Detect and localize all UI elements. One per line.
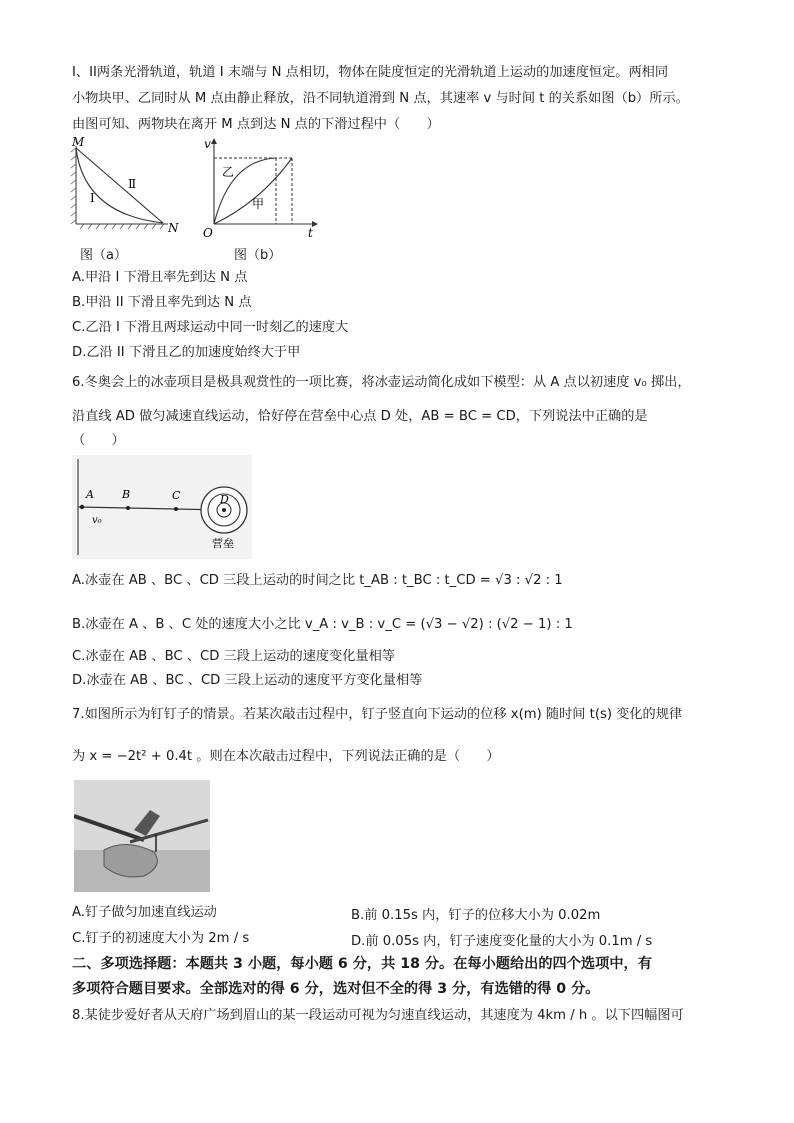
- fig-a-label-II: Ⅱ: [128, 177, 137, 191]
- fig-b-label-O: O: [203, 226, 213, 240]
- q6-stem-line-3: （ ）: [72, 433, 125, 448]
- fig-b-label-t: t: [308, 226, 313, 240]
- section2-heading-line-1: 二、多项选择题：本题共 3 小题，每小题 6 分，共 18 分。在每小题给出的四个选项中，有: [72, 956, 652, 972]
- q5-option-b: B.甲沿 II 下滑且率先到达 N 点: [72, 295, 252, 310]
- q5-option-a: A.甲沿 I 下滑且率先到达 N 点: [72, 270, 248, 285]
- fig-b-label-v: v: [204, 137, 211, 151]
- q5-stem-line-3: 由图可知、两物块在离开 M 点到达 N 点的下滑过程中（ ）: [72, 117, 440, 132]
- q5-option-d: D.乙沿 II 下滑且乙的加速度始终大于甲: [72, 345, 301, 360]
- q6-label-C: C: [172, 489, 181, 502]
- q5-figure-a: [68, 136, 188, 246]
- q7-stem-line-2: 为 x = −2t² + 0.4t 。则在本次敲击过程中，下列说法正确的是（ ）: [72, 749, 500, 764]
- q6-label-A: A: [86, 488, 94, 501]
- q6-stem-line-2: 沿直线 AD 做匀减速直线运动，恰好停在营垒中心点 D 处，AB = BC = CD，下列说法中正确的是: [72, 409, 648, 424]
- q6-label-D: D: [220, 493, 229, 506]
- q7-option-b: B.前 0.15s 内，钉子的位移大小为 0.02m: [351, 908, 601, 923]
- q7-hammer-photo: [74, 780, 210, 892]
- q6-curling-figure: [72, 455, 252, 559]
- q5-stem-line-1: I、II两条光滑轨道，轨道 I 末端与 N 点相切，物体在陡度恒定的光滑轨道上运动的加速度恒定。两相同: [72, 65, 669, 80]
- q6-option-a: A.冰壶在 AB 、BC 、CD 三段上运动的时间之比 t_AB : t_BC : t_CD = √3 : √2 : 1: [72, 573, 563, 588]
- q5-option-c: C.乙沿 I 下滑且两球运动中同一时刻乙的速度大: [72, 320, 349, 335]
- q6-label-v0: v₀: [92, 515, 102, 526]
- q6-option-d: D.冰壶在 AB 、BC 、CD 三段上运动的速度平方变化量相等: [72, 673, 423, 688]
- fig-b-label-yi: 乙: [222, 165, 235, 179]
- q6-option-b: B.冰壶在 A 、B 、C 处的速度大小之比 v_A : v_B : v_C = (√3 − √2) : (√2 − 1) : 1: [72, 617, 573, 632]
- q5-stem-line-2: 小物块甲、乙同时从 M 点由静止释放，沿不同轨道滑到 N 点，其速率 v 与时间 t 的关系如图（b）所示。: [72, 91, 689, 106]
- section2-heading-line-2: 多项符合题目要求。全部选对的得 6 分，选对但不全的得 3 分，有选错的得 0 分。: [72, 981, 600, 997]
- fig-a-label-I: I: [90, 191, 95, 205]
- q5-fig-a-caption: 图（a）: [80, 248, 127, 263]
- q5-fig-b-caption: 图（b）: [234, 248, 282, 263]
- q7-stem-line-1: 7.如图所示为钉钉子的情景。若某次敲击过程中，钉子竖直向下运动的位移 x(m) 随时间 t(s) 变化的规律: [72, 707, 683, 722]
- q7-option-c: C.钉子的初速度大小为 2m / s: [72, 931, 250, 946]
- q7-option-d: D.前 0.05s 内，钉子速度变化量的大小为 0.1m / s: [351, 934, 653, 949]
- q6-option-c: C.冰壶在 AB 、BC 、CD 三段上运动的速度变化量相等: [72, 649, 395, 664]
- q6-stem-line-1: 6.冬奥会上的冰壶项目是极具观赏性的一项比赛，将冰壶运动简化成如下模型：从 A 点以初速度 v₀ 掷出，: [72, 375, 691, 390]
- q6-label-house: 营垒: [212, 537, 234, 550]
- q5-figure-b: [200, 136, 320, 240]
- fig-b-label-jia: 甲: [252, 197, 265, 211]
- fig-a-label-N: N: [168, 221, 179, 235]
- q8-stem-line-1: 8.某徒步爱好者从天府广场到眉山的某一段运动可视为匀速直线运动，其速度为 4km / h 。以下四幅图可: [72, 1008, 684, 1023]
- fig-a-label-M: M: [72, 136, 85, 149]
- q7-option-a: A.钉子做匀加速直线运动: [72, 905, 217, 920]
- q6-label-B: B: [122, 488, 131, 501]
